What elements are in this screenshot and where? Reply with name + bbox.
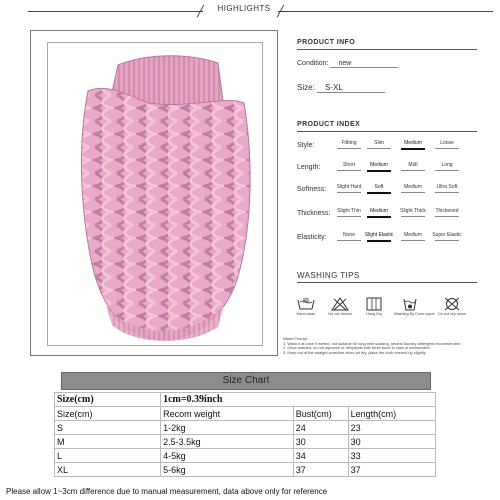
- index-option-underline: [337, 216, 361, 217]
- index-row: [297, 140, 497, 154]
- cell-length: 23: [348, 421, 435, 435]
- index-option: [397, 140, 429, 150]
- index-option-label: Soft: [374, 184, 384, 190]
- index-option-underline: [337, 192, 361, 193]
- washing-tips-heading: WASHING TIPS: [297, 271, 360, 280]
- index-option-label: None: [343, 232, 355, 238]
- index-option-underline: [435, 148, 459, 149]
- index-option: [333, 184, 365, 193]
- product-photo-frame: [30, 30, 278, 356]
- highlights-title: HIGHLIGHTS: [217, 4, 271, 13]
- index-row-label: Softness:: [297, 186, 327, 193]
- divider-right: [278, 11, 493, 12]
- col-header-length: Length(cm): [348, 407, 435, 421]
- product-photo: [47, 42, 263, 346]
- index-option-label: Slight Hard: [336, 184, 362, 190]
- size-table: [54, 392, 436, 477]
- condition-line: Condition: new: [297, 60, 398, 68]
- product-index-heading: PRODUCT INDEX: [297, 121, 361, 128]
- size-line: Size: S-XL: [297, 83, 385, 93]
- index-row: [297, 232, 497, 246]
- index-option: [431, 162, 463, 171]
- size-table-header: [55, 407, 436, 421]
- hang-dry-label: Hang Dry: [365, 312, 383, 316]
- warm-prompt-title: Warm Prompt:: [283, 336, 308, 341]
- index-row-label: Thickness:: [297, 210, 331, 217]
- hand-wash-icon: [297, 297, 315, 311]
- index-option: [333, 208, 365, 217]
- condition-value: new: [330, 60, 398, 68]
- index-row: [297, 184, 497, 198]
- no-dry-clean-label: Do not dry clean: [438, 312, 466, 316]
- table-row: [55, 449, 436, 463]
- index-option: [397, 208, 429, 217]
- index-option-underline: [367, 216, 391, 218]
- product-info-heading: PRODUCT INFO: [297, 39, 356, 46]
- cell-size: M: [55, 435, 161, 449]
- index-option: [397, 184, 429, 193]
- index-option-underline: [367, 148, 391, 149]
- divider-left: [28, 11, 203, 12]
- no-bleach-label: Do not bleach: [328, 312, 352, 316]
- col-header-weight: Recom weight: [161, 407, 294, 421]
- index-option: [431, 184, 463, 193]
- cell-size: XL: [55, 463, 161, 477]
- index-row-label: Elasticity:: [297, 234, 327, 241]
- no-bleach-icon: [331, 297, 349, 311]
- index-option-label: Slight Elastic: [364, 232, 394, 238]
- cell-weight: 4-5kg: [161, 449, 294, 463]
- cell-bust: 24: [293, 421, 348, 435]
- table-row: [55, 435, 436, 449]
- condition-label: Condition: [297, 60, 327, 67]
- index-option-label: Ultra Soft: [436, 184, 458, 190]
- index-option-underline: [401, 216, 425, 217]
- no-dry-clean-icon: [443, 297, 461, 311]
- index-option-label: Midi: [408, 162, 418, 168]
- index-option-label: Slight Thick: [400, 208, 426, 214]
- index-option-label: Short: [343, 162, 355, 168]
- pink-sweater-image: [48, 43, 262, 345]
- index-option-underline: [401, 192, 425, 193]
- index-option: [431, 232, 463, 241]
- index-option-underline: [435, 170, 459, 171]
- table-row: [55, 421, 436, 435]
- hang-dry-icon: [365, 297, 383, 311]
- index-option-underline: [401, 148, 425, 150]
- index-option-label: Slim: [374, 140, 384, 146]
- index-row-label: Style:: [297, 142, 315, 149]
- warm-prompt-line-3: 3. Keep out of the straight sunshine when air dry, place the cloth evened up slightly: [283, 349, 426, 355]
- index-option-label: Medium: [370, 162, 388, 168]
- product-info-rule: [297, 49, 477, 50]
- unit-conversion-note: 1cm=0.39inch: [161, 393, 436, 407]
- cell-weight: 1-2kg: [161, 421, 294, 435]
- index-option-label: Long: [441, 162, 453, 168]
- index-option-underline: [337, 240, 361, 241]
- cell-bust: 34: [293, 449, 348, 463]
- index-option-underline: [337, 148, 361, 149]
- index-option-label: Medium: [404, 184, 422, 190]
- index-option: [397, 232, 429, 241]
- product-index-rule: [297, 131, 477, 132]
- size-table-top-row: [55, 393, 436, 407]
- washing-icons: [290, 297, 490, 323]
- index-option-underline: [367, 170, 391, 172]
- cell-weight: 5-6kg: [161, 463, 294, 477]
- index-option: [363, 208, 395, 218]
- index-option-underline: [435, 192, 459, 193]
- table-row: [55, 463, 436, 477]
- size-label: Size: [297, 83, 313, 92]
- cell-weight: 2.5-3.5kg: [161, 435, 294, 449]
- hand-wash-label: Hand wash: [296, 312, 316, 316]
- index-option-underline: [367, 240, 391, 242]
- index-option-label: Super Elastic: [432, 232, 462, 238]
- hand-wash-item: [290, 297, 322, 316]
- warm-prompt-line-2: 2. Once washed, do not squeeze or dehydrate with brute force in case of deformation: [283, 345, 430, 351]
- index-option-underline: [337, 170, 361, 171]
- cell-length: 33: [348, 449, 435, 463]
- wash-by-color-label: Washing By Color seper: [394, 312, 435, 316]
- index-option: [431, 208, 463, 217]
- index-option-label: Loose: [440, 140, 454, 146]
- cell-bust: 37: [293, 463, 348, 477]
- cell-size: L: [55, 449, 161, 463]
- index-row: [297, 208, 497, 222]
- index-option-label: Slight Thin: [337, 208, 361, 214]
- cell-length: 30: [348, 435, 435, 449]
- index-row-label: Length:: [297, 164, 321, 171]
- size-table-top-left: Size(cm): [55, 393, 161, 407]
- index-option: [363, 162, 395, 172]
- index-option: [431, 140, 463, 149]
- index-option: [333, 140, 365, 149]
- index-option: [333, 232, 365, 241]
- index-option: [363, 232, 395, 242]
- index-option-underline: [401, 170, 425, 171]
- wash-by-color-item: [394, 297, 435, 316]
- index-option-label: Fittting: [341, 140, 357, 146]
- index-option-label: Medium: [404, 140, 422, 146]
- index-option-label: Medium: [404, 232, 422, 238]
- no-bleach-item: [324, 297, 356, 316]
- size-value: S-XL: [317, 83, 385, 93]
- highlights-banner: [0, 0, 500, 22]
- index-option: [363, 184, 395, 194]
- index-option-label: Medium: [370, 208, 388, 214]
- index-option-underline: [435, 240, 459, 241]
- washing-tips-rule: [297, 282, 477, 283]
- index-option: [363, 140, 395, 149]
- warm-prompt: [283, 337, 498, 355]
- wash-by-color-icon: [401, 297, 419, 311]
- size-chart-title: Size Chart: [61, 372, 431, 390]
- index-option: [333, 162, 365, 171]
- index-option-underline: [367, 192, 391, 194]
- hang-dry-item: [358, 297, 390, 316]
- col-header-bust: Bust(cm): [293, 407, 348, 421]
- index-option-underline: [401, 240, 425, 241]
- cell-size: S: [55, 421, 161, 435]
- index-option: [397, 162, 429, 171]
- index-option-underline: [435, 216, 459, 217]
- cell-bust: 30: [293, 435, 348, 449]
- col-header-size: Size(cm): [55, 407, 161, 421]
- warm-prompt-line-1: 1. Wash it at once if wetted, not suitable for long time soaking, neutral laundry detergent recommended: [283, 340, 460, 346]
- cell-length: 37: [348, 463, 435, 477]
- measurement-footnote: Please allow 1~3cm difference due to manual measurement, data above only for reference: [6, 487, 328, 496]
- index-option-label: Thickened: [435, 208, 459, 214]
- no-dry-clean-item: [436, 297, 468, 316]
- index-row: [297, 162, 497, 176]
